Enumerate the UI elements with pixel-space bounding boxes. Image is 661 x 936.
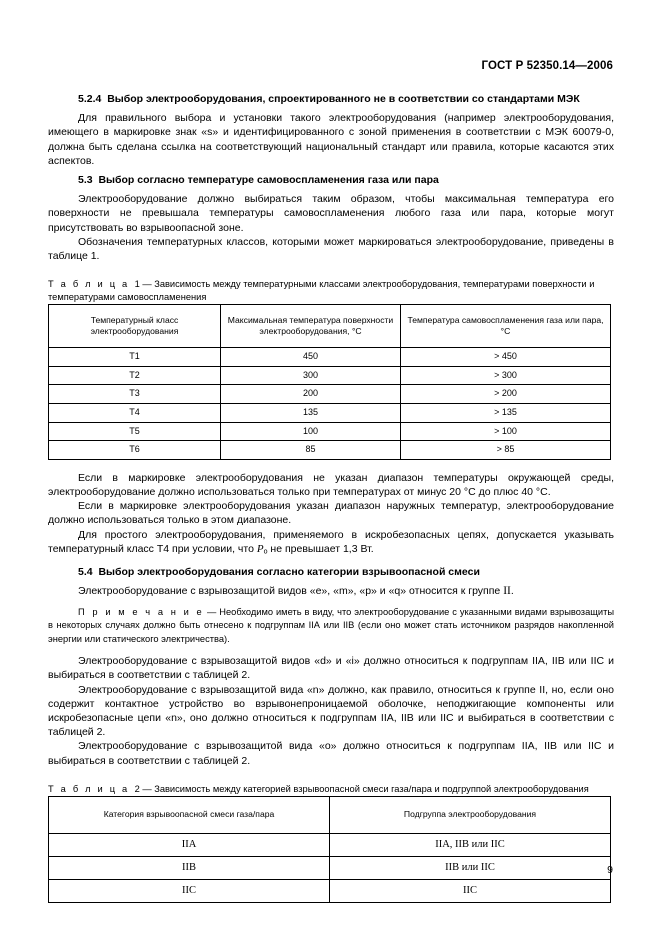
table-row [49,422,611,441]
table-2-cell-2-0: IIС [49,879,330,902]
paragraph-5-4-2: Электрооборудование с взрывозащитой видов «d» и «i» должно относиться к подгруппам IIА, IIВ или IIС и выбираться в соответствии с таблицей 2. [48,655,614,682]
table-1-cell-2-1: 200 [221,385,401,404]
paragraph-5-3-1: Электрооборудование должно выбираться таким образом, чтобы максимальная температура его поверхности не превышала температуры самовоспламенения любого газа или пара, которые могут присутствовать во взрывоопасной зоне. [48,193,614,234]
note-dash: — [204,606,220,617]
table-row [49,404,611,423]
table-1-cell-5-0: Т6 [49,441,221,460]
table-row [49,385,611,404]
table-2-header-cell-0: Категория взрывоопасной смеси газа/пара [49,796,330,833]
table-1-caption: Т а б л и ц а 1 — Зависимость между температурными классами электрооборудования, температурами поверхности и температурами самовоспламенения [48,279,595,303]
table-row [49,856,611,879]
table-1-cell-1-0: Т2 [49,366,221,385]
table-1-block [48,278,614,460]
paragraph-5-3-3: Если в маркировке электрооборудования не указан диапазон температуры окружающей среды, электрооборудование должно использоваться только при температурах от минус 20 °С до плюс 40 °С. [48,471,614,498]
note-text: Необходимо иметь в виду, что электрооборудование с указанными видами взрывозащиты в некоторых случаях должно быть отнесено к подгруппам IIА или IIВ (если оно может стать источником разрядов накопленной энергии или статического электричества). [48,606,615,644]
table-2-block [48,783,614,903]
clause-heading-5-2-4 [48,92,614,106]
symbol-p-o [257,543,268,555]
table-1-header-cell-0: Температурный класс электрооборудования [49,305,221,348]
table-2 [48,796,611,903]
page-number: 9 [607,864,613,876]
group-label-ii: II [503,584,511,597]
table-2-caption: Т а б л и ц а 2 — Зависимость между категорией взрывоопасной смеси газа/пара и подгруппой электрооборудования [48,783,589,794]
clause-title-5-3: Выбор согласно температуре самовоспламенения газа или пара [98,174,439,187]
table-1-cell-4-1: 100 [221,422,401,441]
document-body [48,92,614,903]
table-1-caption-text: Зависимость между температурными классами электрооборудования, температурами поверхности и температурами самовоспламенения [48,279,595,303]
clause-title-5-4: Выбор электрооборудования согласно категории взрывоопасной смеси [98,565,480,578]
table-1-cell-3-1: 135 [221,404,401,423]
table-row [49,348,611,367]
paragraph-5-4-4: Электрооборудование с взрывозащитой вида «о» должно относиться к подгруппам IIА, IIВ или IIС и выбираться в соответствии с таблицей 2. [48,740,614,767]
table-1-cell-2-2: > 200 [401,385,611,404]
symbol-p: P [256,542,264,555]
symbol-p-subscript: о [263,548,268,556]
running-head: ГОСТ Р 52350.14—2006 [481,60,613,72]
table-1-header-cell-2: Температура самовоспламенения газа или пара, °С [401,305,611,348]
table-2-header-cell-1: Подгруппа электрооборудования [330,796,611,833]
table-1-cell-0-1: 450 [221,348,401,367]
table-1-cell-4-2: > 100 [401,422,611,441]
table-1-cell-4-0: Т5 [49,422,221,441]
table-row [49,441,611,460]
clause-heading-5-4 [48,565,614,579]
table-1-cell-1-2: > 300 [401,366,611,385]
clause-number-5-3: 5.3 [78,174,93,187]
paragraph-5-4-1 [48,584,614,598]
table-1-cell-3-0: Т4 [49,404,221,423]
paragraph-5-3-2: Обозначения температурных классов, которыми может маркироваться электрооборудование, приведены в таблице 1. [48,235,614,263]
paragraph-5-2-4: Для правильного выбора и установки такого электрооборудования (например электрооборудования, имеющего в маркировке знак «s» и идентифицированного с зоной применения в соответствии с МЭК 60079-0, должна быть сделана ссылка на соответствующий национальный стандарт или правила, которые касаются этих аспектов. [48,112,614,167]
table-2-label: Т а б л и ц а [48,783,130,794]
paragraph-5-3-5-after: не превышает 1,3 Вт. [267,542,374,555]
paragraph-5-4-1-after: . [510,584,514,597]
paragraph-5-3-4: Если в маркировке электрооборудования указан диапазон наружных температур, электрооборудование должно использоваться только в этом диапазоне. [48,500,614,527]
table-2-caption-text: Зависимость между категорией взрывоопасной смеси газа/пара и подгруппой электрооборудования [154,783,589,794]
table-1-cell-0-0: Т1 [49,348,221,367]
clause-number-5-2-4: 5.2.4 [78,93,102,105]
paragraph-5-4-3: Электрооборудование с взрывозащитой вида «n» должно, как правило, относиться к группе II, но, если оно содержит контактное устройство во взрывонепроницаемой оболочке, неподжигающие компоненты или искробезопасные цепи «n», оно должно относиться к подгруппам IIА, IIВ или IIС и выбираться в соответствии с таблицей 2. [48,683,614,739]
clause-number-5-4: 5.4 [78,565,93,578]
table-1-cell-0-2: > 450 [401,348,611,367]
table-1-cell-5-2: > 85 [401,441,611,460]
paragraph-5-3-5 [48,528,614,560]
paragraph-5-4-1-before: Электрооборудование с взрывозащитой видов «e», «m», «p» и «q» относится к группе [78,584,504,597]
table-1 [48,304,611,460]
table-2-cell-0-0: IIА [49,833,330,856]
table-2-number: 2 [134,783,140,794]
table-1-header-cell-1: Максимальная температура поверхности электрооборудования, °С [221,305,401,348]
table-1-cell-5-1: 85 [221,441,401,460]
table-2-cell-1-1: IIВ или IIС [330,856,611,879]
note-label: П р и м е ч а н и е [78,606,205,617]
clause-heading-5-3 [48,173,614,187]
table-row [49,879,611,902]
table-1-cell-3-2: > 135 [401,404,611,423]
table-2-cell-1-0: IIВ [49,856,330,879]
table-1-cell-2-0: Т3 [49,385,221,404]
table-2-header-row [49,796,611,833]
table-1-number: 1 [134,279,140,290]
table-row [49,833,611,856]
paragraph-5-3-5-before: Для простого электрооборудования, применяемого в искробезопасных цепях, допускается указывать температурный класс Т4 при условии, что [48,528,614,555]
clause-title-5-2-4: Выбор электрооборудования, спроектированного не в соответствии со стандартами МЭК [107,93,580,105]
table-2-cell-2-1: IIС [330,879,611,902]
table-2-cell-0-1: IIА, IIВ или IIС [330,833,611,856]
table-1-header-row [49,305,611,348]
note-5-4 [48,606,614,646]
table-1-label: Т а б л и ц а [48,279,130,290]
table-row [49,366,611,385]
table-1-cell-1-1: 300 [221,366,401,385]
